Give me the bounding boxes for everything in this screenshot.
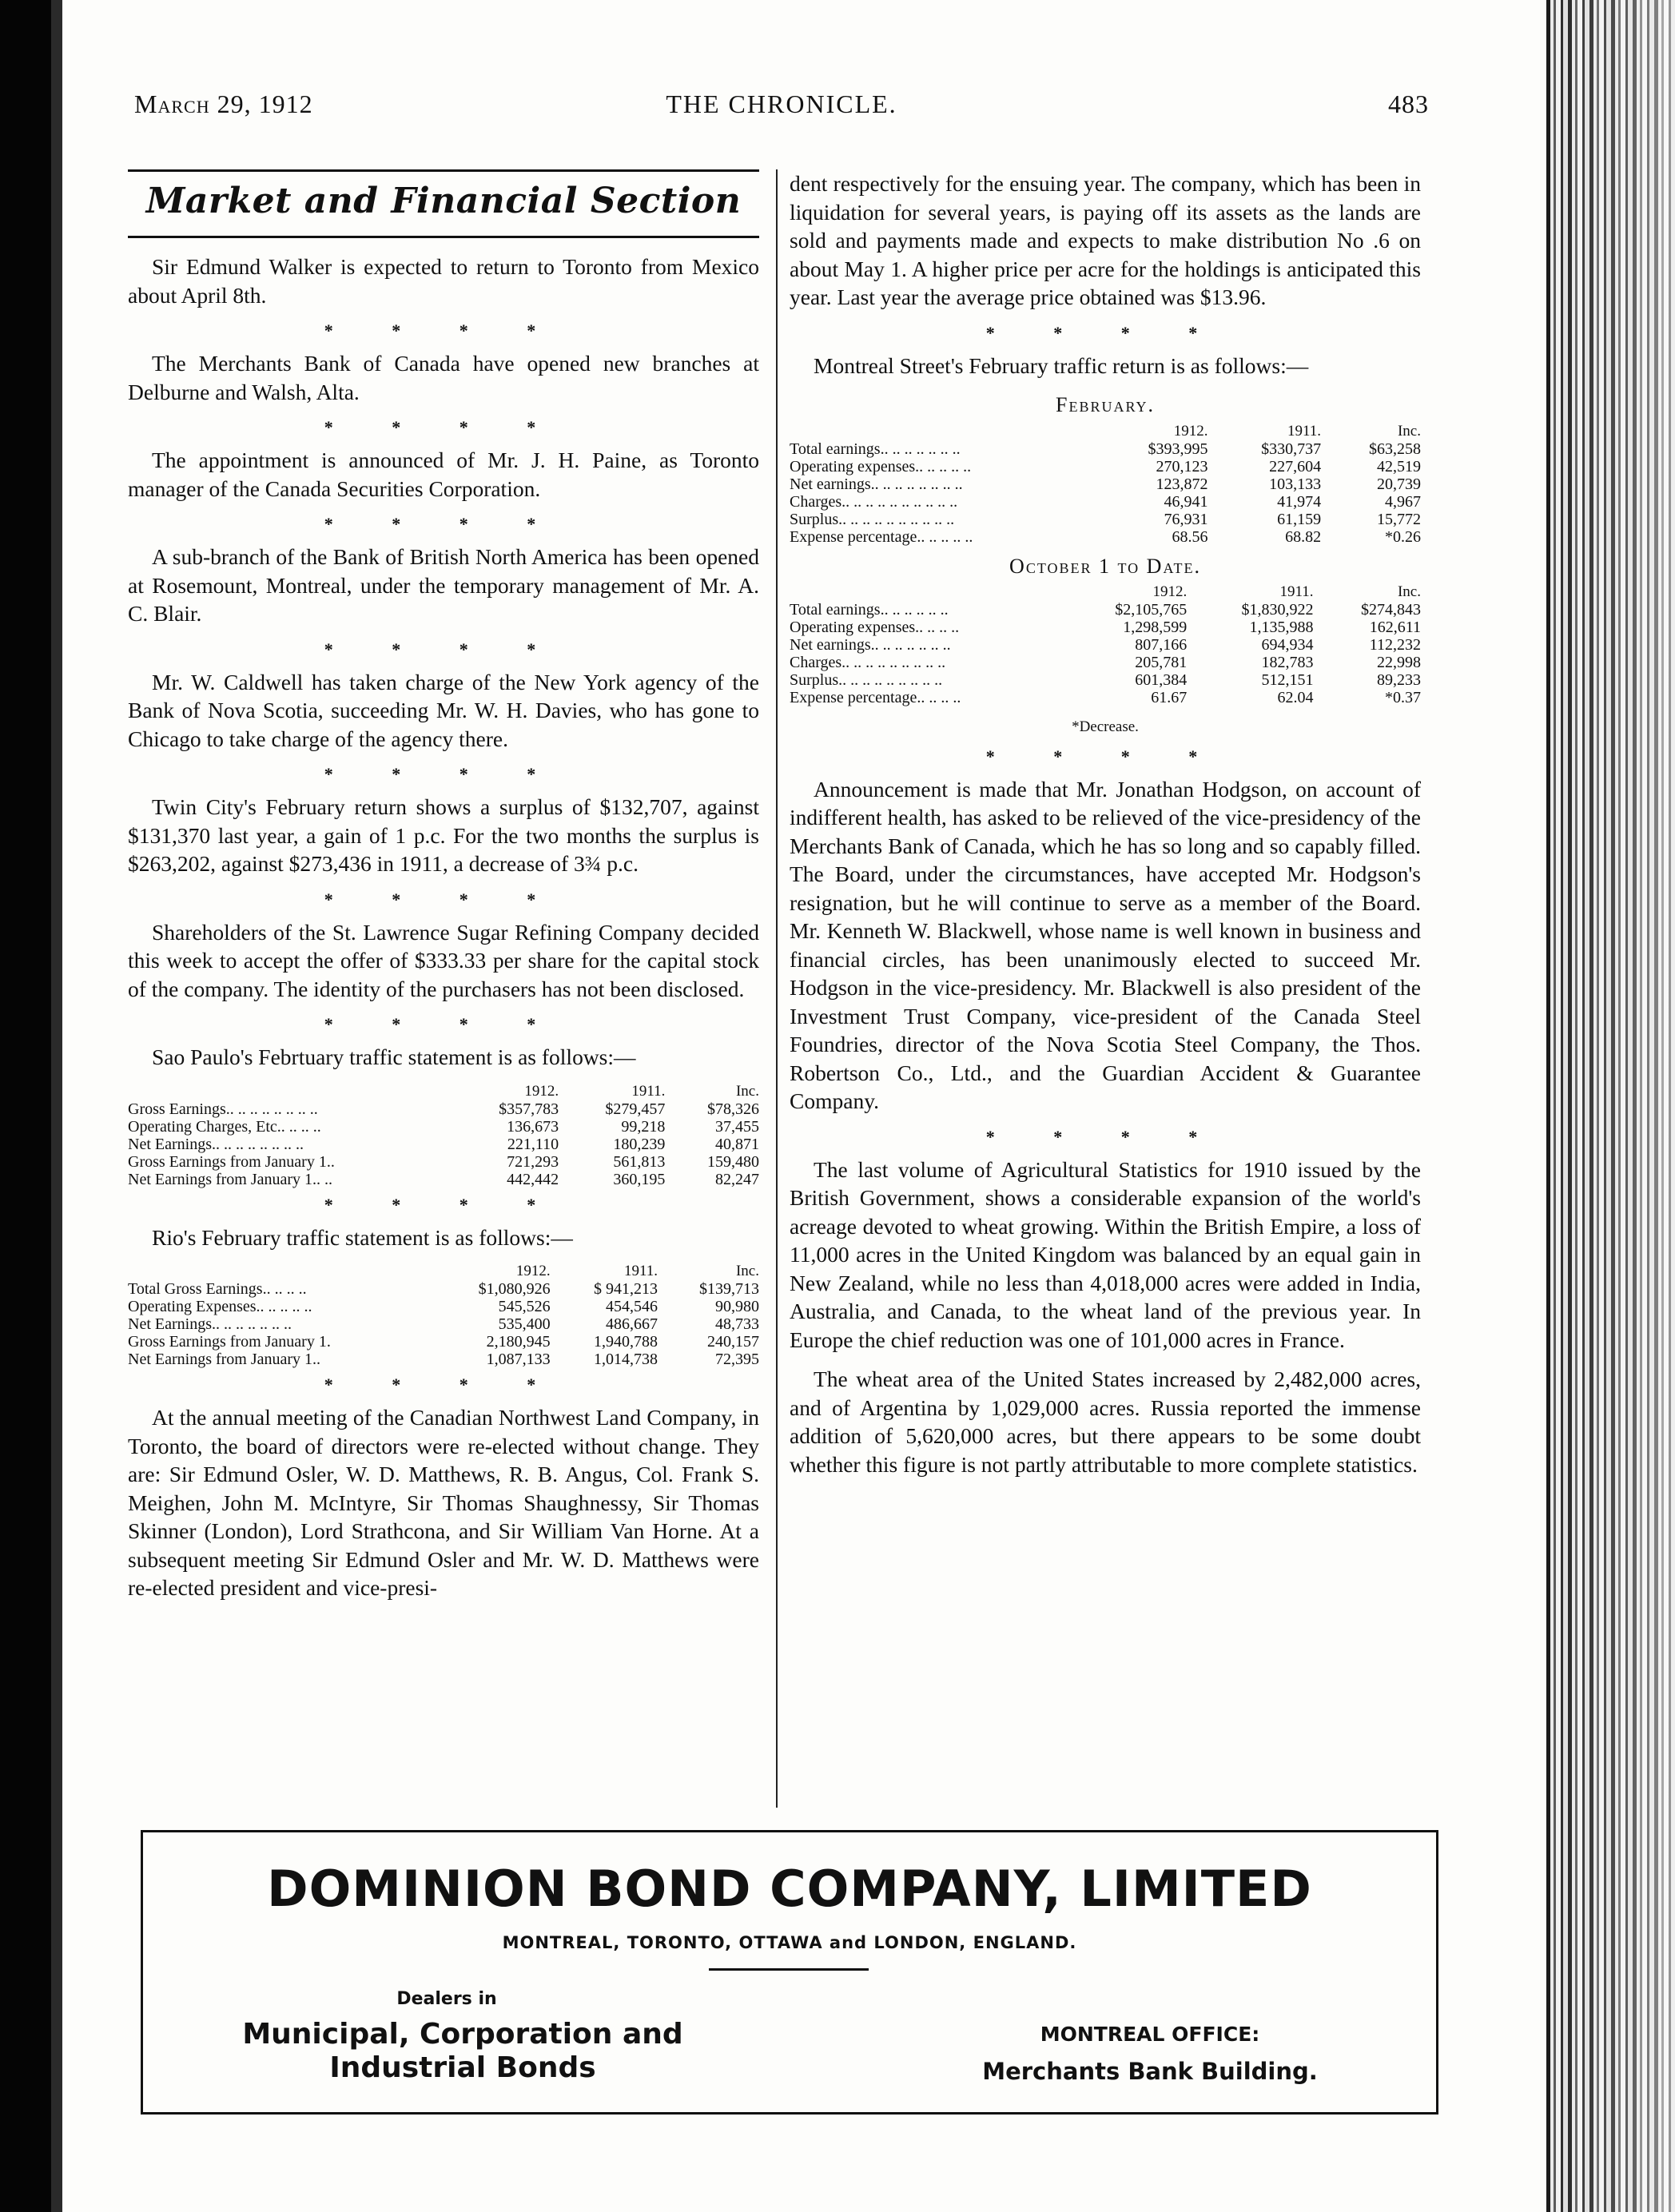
row-value: 180,239 <box>613 1135 666 1153</box>
table-row <box>128 1333 759 1351</box>
item-separator: * * * * <box>985 322 1225 343</box>
row-value: 512,151 <box>1261 671 1314 689</box>
news-item-continued: dent respectively for the ensuing year. The company, which has been in liquidation for several years, is paying off its assets as the lands are sold and payments made and expects to make distribution No .6 on about May 1. A higher price per acre for the holdings is anticipated this year. Last year the average price obtained was $13.96. <box>790 171 1421 309</box>
item-separator: * * * * <box>985 1126 1225 1147</box>
scan-left-border-inner <box>51 0 62 2212</box>
row-label: Expense percentage.. .. .. .. .. <box>790 527 973 546</box>
row-label: Surplus.. .. .. .. .. .. .. .. .. <box>790 671 943 689</box>
row-value: 40,871 <box>715 1135 759 1153</box>
column-header-year: 1911. <box>623 1263 658 1279</box>
row-value: 601,384 <box>1135 671 1188 689</box>
column-header-year: 1911. <box>631 1082 666 1100</box>
row-value: 1,014,738 <box>594 1351 658 1368</box>
row-label: Net Earnings from January 1.. <box>128 1351 321 1368</box>
row-value: $393,995 <box>1148 440 1208 458</box>
item-separator: * * * * <box>324 1194 563 1215</box>
column-header-year: Inc. <box>1397 422 1421 440</box>
row-label: Total earnings.. .. .. .. .. .. <box>790 601 949 619</box>
item-separator: * * * * <box>324 514 563 534</box>
column-header-year: Inc. <box>1397 583 1421 600</box>
montreal-february-table <box>790 423 1421 546</box>
row-value: 807,166 <box>1135 636 1188 654</box>
row-value: 72,395 <box>715 1351 759 1368</box>
row-value: *0.37 <box>1385 689 1421 706</box>
row-label: Net earnings.. .. .. .. .. .. .. .. <box>790 475 963 493</box>
row-value: 454,546 <box>606 1298 658 1315</box>
item-separator: * * * * <box>324 320 563 340</box>
row-value: 270,123 <box>1156 457 1208 475</box>
table-row <box>790 458 1421 475</box>
ad-bonds-line-2: Industrial Bonds <box>329 2051 596 2084</box>
row-value: 159,480 <box>707 1152 759 1171</box>
table-row <box>128 1153 759 1171</box>
row-value: 1,087,133 <box>486 1351 551 1368</box>
advertisement-box <box>141 1830 1438 2115</box>
row-value: 123,872 <box>1156 475 1208 493</box>
row-value: 360,195 <box>613 1170 666 1188</box>
row-value: 37,455 <box>715 1117 759 1136</box>
item-separator: * * * * <box>324 1375 563 1394</box>
row-label: Total Gross Earnings.. .. .. .. <box>128 1280 307 1298</box>
news-item: Sao Paulo's Febrtuary traffic statement is as follows:— <box>152 1044 636 1069</box>
section-title-rule-top <box>128 169 759 172</box>
column-header-label <box>790 423 1095 440</box>
row-value: 221,110 <box>507 1135 559 1153</box>
row-value: 162,611 <box>1369 619 1421 636</box>
column-header-year: 1912. <box>515 1263 551 1279</box>
row-label: Expense percentage.. .. .. .. <box>790 689 961 706</box>
table-row <box>790 689 1421 706</box>
row-label: Net Earnings from January 1.. .. <box>128 1170 333 1188</box>
table-row <box>790 619 1421 636</box>
row-label: Charges.. .. .. .. .. .. .. .. .. .. <box>790 492 958 511</box>
section-title-rule-bottom <box>128 236 759 238</box>
item-separator: * * * * <box>324 639 563 659</box>
news-item: Rio's February traffic statement is as follows:— <box>152 1224 573 1250</box>
row-label: Gross Earnings.. .. .. .. .. .. .. .. <box>128 1100 318 1118</box>
news-item: The last volume of Agricultural Statistics for 1910 issued by the British Government, shows a considerable expansion of the world's acreage devoted to wheat growing. Within the British Empire, a loss of 11,000 acres in the United Kingdom was balanced by an equal gain in New Zealand, while no less than 4,018,000 acres were added in India, Australia, and Canada, to the wheat land of the previous year. In Europe the chief reduction was one of 101,000 acres in France. <box>790 1156 1421 1352</box>
row-value: $2,105,765 <box>1115 601 1188 619</box>
row-label: Net earnings.. .. .. .. .. .. .. <box>790 636 951 654</box>
news-item: Announcement is made that Mr. Jonathan Hodgson, on account of indifferent health, has asked to be relieved of the vice-presidency of the Merchants Bank of Canada, which he has so long and so capably filled. The Board, under the circumstances, have accepted Mr. Hodgson's resignation, but he will continue to serve as a member of the Board. Mr. Kenneth W. Blackwell, whose name is well known in business and financial circles, has been unanimously elected to succeed Mr. Hodgson in the vice-presidency. Mr. Blackwell is also president of the Investment Trust Company, vice-president of the Canada Steel Foundries, director of the Nova Scotia Steel Company, the Thos. Robertson Co., Ltd., and the Guardian Accident & Guarantee Company. <box>790 776 1421 1113</box>
row-label: Surplus.. .. .. .. .. .. .. .. .. .. <box>790 510 955 528</box>
row-label: Operating Charges, Etc.. .. .. .. <box>128 1117 321 1136</box>
row-value: 136,673 <box>507 1117 559 1136</box>
row-value: *0.26 <box>1385 527 1421 546</box>
item-separator: * * * * <box>324 417 563 437</box>
column-header-label <box>790 583 1060 601</box>
column-header-year: 1911. <box>1279 583 1314 600</box>
table-row <box>790 636 1421 654</box>
table-row <box>790 654 1421 671</box>
table-row <box>128 1100 759 1118</box>
table-heading-february: February. <box>1056 393 1155 416</box>
table-row <box>790 493 1421 511</box>
row-value: 68.56 <box>1172 527 1208 546</box>
row-value: 486,667 <box>606 1315 658 1333</box>
news-item: A sub-branch of the Bank of British North America has been opened at Rosemount, Montreal, under the temporary management of Mr. A. C. Blair. <box>128 544 759 626</box>
row-value: $1,080,926 <box>478 1280 551 1298</box>
table-row <box>128 1280 759 1298</box>
row-value: $279,457 <box>605 1100 666 1118</box>
issue-date: March 29, 1912 <box>134 90 313 118</box>
column-header-label <box>128 1263 431 1280</box>
news-item: Twin City's February return shows a surplus of $132,707, against $131,370 last year, a gain of 1 p.c. For the two months the surplus is $263,202, against $273,436 in 1911, a decrease of 3¾ p.c. <box>128 794 759 876</box>
row-value: 82,247 <box>715 1170 759 1188</box>
page-header <box>134 90 1429 129</box>
row-value: 22,998 <box>1377 654 1421 671</box>
page-number: 483 <box>1388 90 1429 118</box>
row-value: $78,326 <box>707 1100 759 1118</box>
row-value: 442,442 <box>507 1170 559 1188</box>
row-value: $63,258 <box>1369 440 1421 458</box>
table-row <box>128 1118 759 1136</box>
left-column <box>128 169 759 1613</box>
table-row <box>790 671 1421 689</box>
row-value: 721,293 <box>507 1152 559 1171</box>
book-page-edges-shade <box>1546 0 1675 2212</box>
news-item: The wheat area of the United States increased by 2,482,000 acres, and of Argentina by 1,029,000 acres. Russia reported the immense addition of 5,620,000 acres, but there appears to be some doubt whether this figure is not partly attributable to more complete statistics. <box>790 1367 1421 1477</box>
row-label: Total earnings.. .. .. .. .. .. .. <box>790 440 961 458</box>
column-header-year: 1912. <box>524 1082 559 1100</box>
row-value: 62.04 <box>1277 689 1314 706</box>
table-header-row <box>790 423 1421 440</box>
row-label: Gross Earnings from January 1. <box>128 1333 331 1351</box>
news-item: The appointment is announced of Mr. J. H. Paine, as Toronto manager of the Canada Securities Corporation. <box>128 448 759 501</box>
item-separator: * * * * <box>324 764 563 784</box>
row-value: 90,980 <box>715 1298 759 1315</box>
table-header-row <box>128 1083 759 1100</box>
column-header-year: 1912. <box>1173 422 1208 440</box>
row-value: 182,783 <box>1261 654 1314 671</box>
row-value: 112,232 <box>1369 636 1421 654</box>
row-label: Gross Earnings from January 1.. <box>128 1152 335 1171</box>
column-header-year: Inc. <box>735 1082 759 1100</box>
table-header-row <box>128 1263 759 1280</box>
row-value: 15,772 <box>1377 510 1421 528</box>
row-value: 561,813 <box>613 1152 666 1171</box>
row-label: Net Earnings.. .. .. .. .. .. .. <box>128 1315 292 1333</box>
ad-cities: MONTREAL, TORONTO, OTTAWA and LONDON, ENGLAND. <box>502 1933 1077 1952</box>
row-value: 61,159 <box>1277 510 1322 528</box>
montreal-october-table <box>790 583 1421 706</box>
row-label: Operating expenses.. .. .. .. .. <box>790 457 972 475</box>
row-value: 1,135,988 <box>1249 619 1314 636</box>
table-row <box>790 511 1421 528</box>
row-label: Operating Expenses.. .. .. .. .. <box>128 1298 312 1315</box>
row-value: $ 941,213 <box>594 1280 658 1298</box>
news-item: Montreal Street's February traffic return is as follows:— <box>814 352 1309 378</box>
ad-company-name: DOMINION BOND COMPANY, LIMITED <box>267 1860 1312 1918</box>
ad-office-heading: MONTREAL OFFICE: <box>1040 2023 1260 2046</box>
row-label: Charges.. .. .. .. .. .. .. .. .. <box>790 654 946 671</box>
row-value: 99,218 <box>621 1117 666 1136</box>
row-value: 2,180,945 <box>486 1333 551 1351</box>
row-label: Net Earnings.. .. .. .. .. .. .. .. <box>128 1135 304 1153</box>
table-row <box>128 1136 759 1153</box>
row-value: 41,974 <box>1277 492 1322 511</box>
ad-divider <box>709 1968 869 1971</box>
table-row <box>790 440 1421 458</box>
row-value: $1,830,922 <box>1241 601 1314 619</box>
table-row <box>790 528 1421 546</box>
ad-office-address: Merchants Bank Building. <box>982 2058 1318 2085</box>
table-header-row <box>790 583 1421 601</box>
table-row <box>128 1171 759 1188</box>
row-label: Operating expenses.. .. .. .. <box>790 619 960 636</box>
table-row <box>128 1315 759 1333</box>
column-header-year: 1912. <box>1152 583 1188 600</box>
publication-title: THE CHRONICLE. <box>666 90 897 118</box>
table-row <box>128 1351 759 1368</box>
decrease-footnote: *Decrease. <box>1072 718 1139 735</box>
column-divider <box>776 169 778 1808</box>
row-value: 240,157 <box>707 1333 759 1351</box>
news-item: The Merchants Bank of Canada have opened new branches at Delburne and Walsh, Alta. <box>128 351 759 404</box>
row-value: 42,519 <box>1377 457 1421 475</box>
ad-dealers-label: Dealers in <box>396 1989 497 2009</box>
item-separator: * * * * <box>324 889 563 909</box>
news-item: Mr. W. Caldwell has taken charge of the New York agency of the Bank of Nova Scotia, succeeding Mr. W. H. Davies, who has gone to Chicago to take charge of the agency there. <box>128 669 759 751</box>
row-value: 1,940,788 <box>594 1333 658 1351</box>
row-value: 48,733 <box>715 1315 759 1333</box>
news-item: Sir Edmund Walker is expected to return to Toronto from Mexico about April 8th. <box>128 254 759 308</box>
item-separator: * * * * <box>985 746 1225 766</box>
row-value: 1,298,599 <box>1123 619 1188 636</box>
news-item: At the annual meeting of the Canadian Northwest Land Company, in Toronto, the board of directors were re-elected without change. They are: Sir Edmund Osler, W. D. Matthews, R. B. Angus, Col. Frank S. Meighen, John M. McIntyre, Sir Thomas Shaughnessy, Sir Thomas Skinner (London), Lord Strathcona, and Sir William Van Horne. At a subsequent meeting Sir Edmund Osler and Mr. W. D. Matthews were re-elected president and vice-presi- <box>128 1405 759 1600</box>
ad-bonds <box>175 2018 750 2085</box>
table-row <box>128 1298 759 1315</box>
item-separator: * * * * <box>324 1014 563 1034</box>
row-value: 535,400 <box>498 1315 551 1333</box>
row-value: 68.82 <box>1285 527 1322 546</box>
section-title: Market and Financial Section <box>145 181 742 221</box>
table-row <box>790 601 1421 619</box>
row-value: 227,604 <box>1269 457 1322 475</box>
column-header-year: Inc. <box>735 1263 759 1279</box>
rio-traffic-table <box>128 1263 759 1368</box>
row-value: 89,233 <box>1377 671 1421 689</box>
row-value: 76,931 <box>1164 510 1208 528</box>
row-value: 205,781 <box>1135 654 1188 671</box>
row-value: $330,737 <box>1261 440 1322 458</box>
row-value: 20,739 <box>1377 475 1421 493</box>
column-header-year: 1911. <box>1287 422 1322 440</box>
row-value: 545,526 <box>498 1298 551 1315</box>
row-value: 61.67 <box>1151 689 1188 706</box>
table-heading-october: October 1 to Date. <box>1009 554 1201 578</box>
row-value: 46,941 <box>1164 492 1208 511</box>
table-row <box>790 475 1421 493</box>
row-value: 694,934 <box>1261 636 1314 654</box>
ad-bonds-line-1: Municipal, Corporation and <box>242 2018 683 2051</box>
row-value: 103,133 <box>1269 475 1322 493</box>
row-value: 4,967 <box>1385 492 1421 511</box>
right-column <box>790 169 1421 1490</box>
row-value: $357,783 <box>499 1100 559 1118</box>
news-item: Shareholders of the St. Lawrence Sugar Refining Company decided this week to accept the offer of $333.33 per share for the capital stock of the company. The identity of the purchasers has not been disclosed. <box>128 919 759 1001</box>
row-value: $139,713 <box>699 1280 759 1298</box>
column-header-label <box>128 1083 452 1100</box>
row-value: $274,843 <box>1361 601 1421 619</box>
sao-paulo-traffic-table <box>128 1083 759 1188</box>
